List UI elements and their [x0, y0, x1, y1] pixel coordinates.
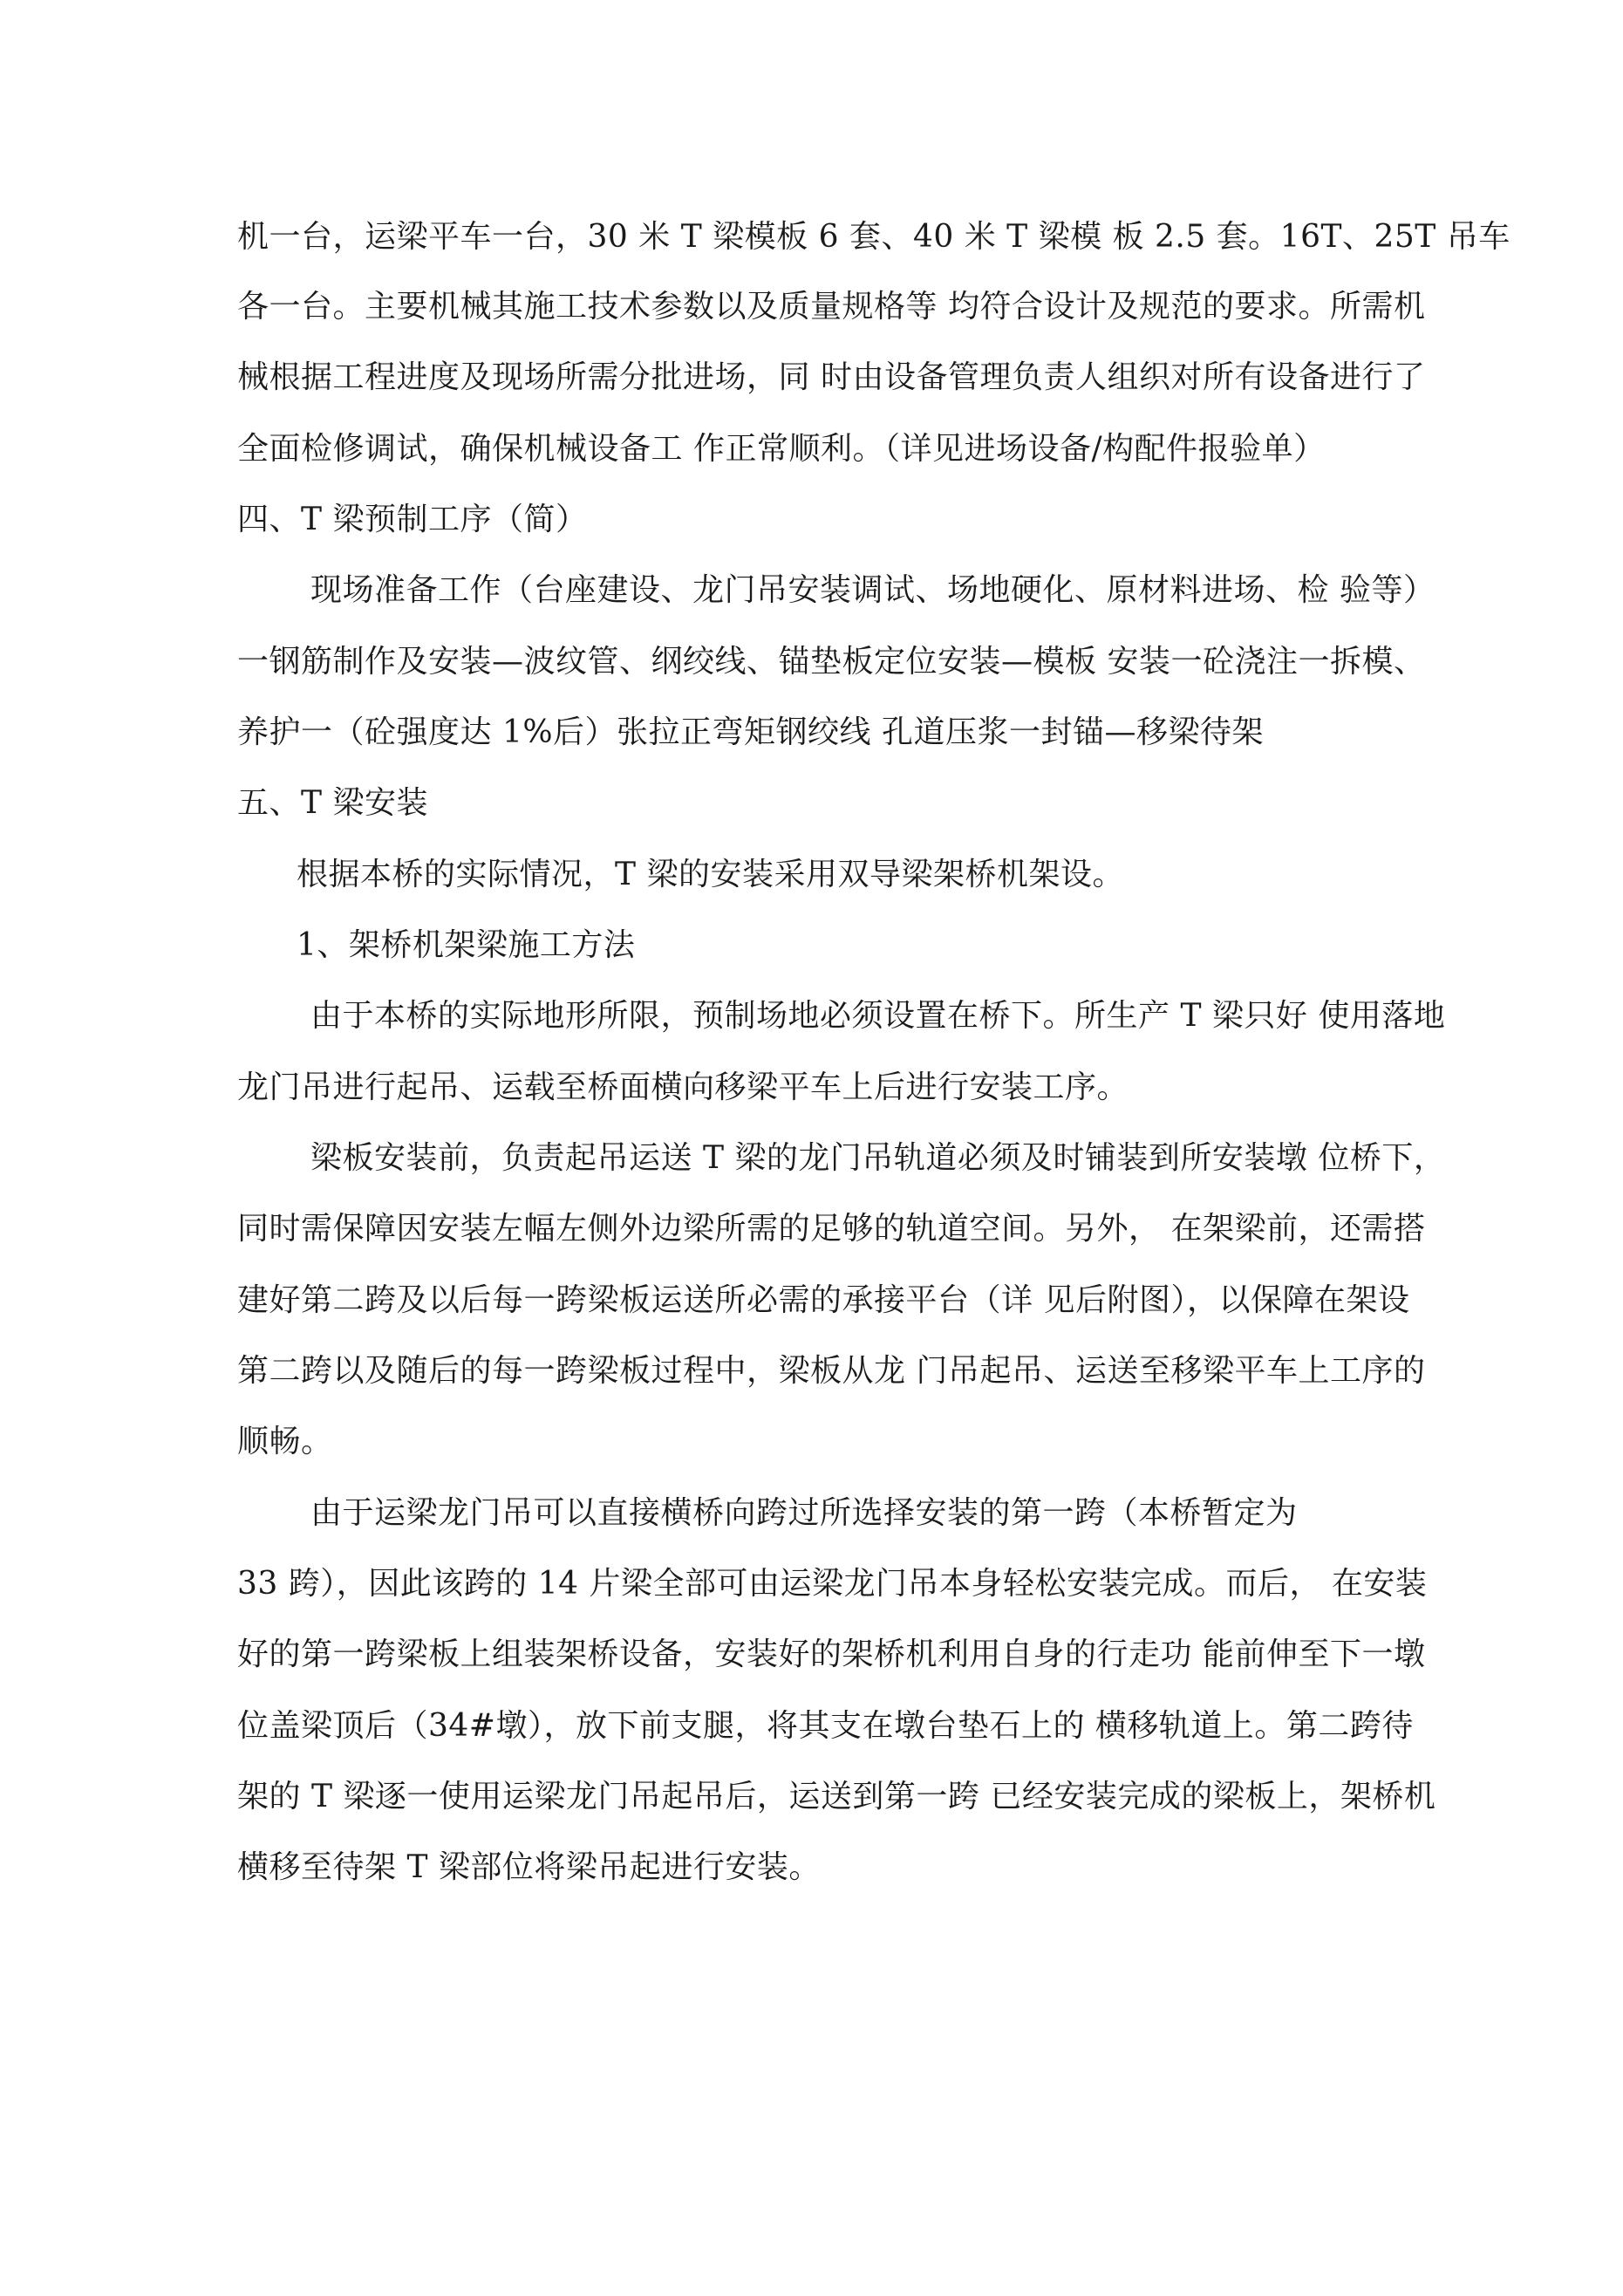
text-line-17: 第二跨以及随后的每一跨梁板过程中，梁板从龙 门吊起吊、运送至移梁平车上工序的	[237, 1353, 1426, 1389]
text-line-12: 由于本桥的实际地形所限，预制场地必须设置在桥下。所生产 T 梁只好 使用落地	[310, 998, 1446, 1034]
text-line-14: 梁板安装前，负责起吊运送 T 梁的龙门吊轨道必须及时铺装到所安装墩 位桥下，	[310, 1140, 1446, 1176]
text-line-1: 机一台，运梁平车一台，30 米 T 梁模板 6 套、40 米 T 梁模 板 2.5 套。16T、25T 吊车	[237, 219, 1510, 255]
subsection-heading-1: 1、架桥机架梁施工方法	[297, 927, 636, 963]
section-heading-5: 五、T 梁安装	[237, 785, 428, 821]
section-heading-4: 四、T 梁预制工序（简）	[237, 502, 588, 537]
text-line-13: 龙门吊进行起吊、运载至桥面横向移梁平车上后进行安装工序。	[237, 1069, 1129, 1105]
text-line-16: 建好第二跨及以后每一跨梁板运送所必需的承接平台（详 见后附图），以保障在架设	[237, 1282, 1410, 1318]
text-line-3: 械根据工程进度及现场所需分批进场，同 时由设备管理负责人组织对所有设备进行了	[237, 359, 1426, 395]
text-line-2: 各一台。主要机械其施工技术参数以及质量规格等 均符合设计及规范的要求。所需机	[237, 289, 1426, 325]
text-line-22: 位盖梁顶后（34#墩），放下前支腿，将其支在墩台垫石上的 横移轨道上。第二跨待	[237, 1708, 1414, 1744]
text-line-8: 养护一（砼强度达 1%后）张拉正弯矩钢绞线 孔道压浆一封锚—移梁待架	[237, 714, 1264, 750]
text-line-20: 33 跨），因此该跨的 14 片梁全部可由运梁龙门吊本身轻松安装完成。而后， 在安装	[237, 1566, 1428, 1602]
text-line-7: 一钢筋制作及安装—波纹管、纲绞线、锚垫板定位安装—模板 安装一砼浇注一拆模、	[237, 644, 1426, 680]
text-line-23: 架的 T 梁逐一使用运梁龙门吊起吊后，运送到第一跨 已经安装完成的梁板上，架桥机	[237, 1779, 1436, 1814]
text-line-6: 现场准备工作（台座建设、龙门吊安装调试、场地硬化、原材料进场、检 验等）	[310, 572, 1435, 608]
text-line-24: 横移至待架 T 梁部位将梁吊起进行安装。	[237, 1849, 821, 1885]
text-line-10: 根据本桥的实际情况，T 梁的安装采用双导梁架桥机架设。	[297, 857, 1124, 892]
text-line-19: 由于运梁龙门吊可以直接横桥向跨过所选择安装的第一跨（本桥暂定为	[310, 1495, 1298, 1531]
text-line-18: 顺畅。	[237, 1424, 333, 1459]
text-line-15: 同时需保障因安装左幅左侧外边梁所需的足够的轨道空间。另外， 在架梁前，还需搭	[237, 1211, 1426, 1247]
text-line-4: 全面检修调试，确保机械设备工 作正常顺利。（详见进场设备/构配件报验单）	[237, 431, 1326, 467]
text-line-21: 好的第一跨梁板上组装架桥设备，安装好的架桥机利用自身的行走功 能前伸至下一墩	[237, 1637, 1426, 1672]
